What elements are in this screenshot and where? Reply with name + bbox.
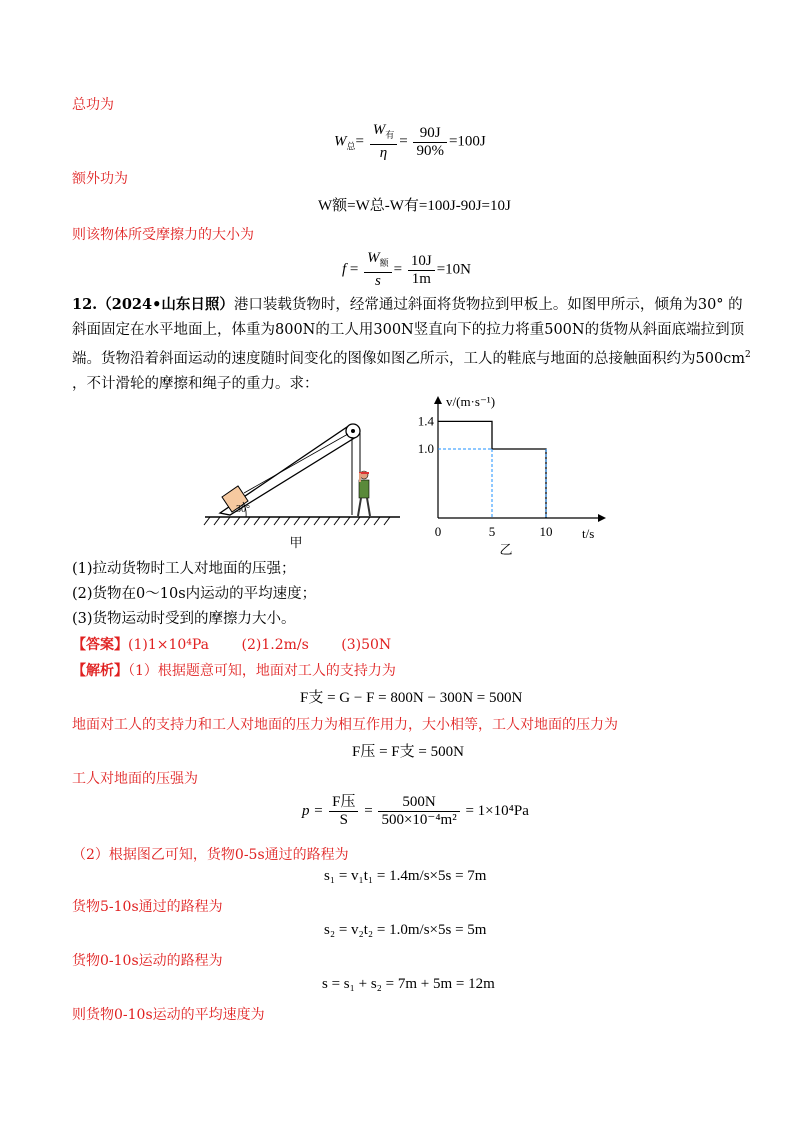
- equation-distance-2: s₂ = v₂t₂ = 1.0m/s×5s = 5m: [324, 922, 487, 938]
- analysis-line-5: 货物5-10s通过的路程为: [72, 899, 223, 915]
- equation-extra-work: W额=W总-W有=100J-90J=10J: [318, 198, 511, 214]
- figure-yi-vt-graph: [410, 392, 610, 557]
- angle-label: 30°: [236, 504, 250, 515]
- analysis-line-7: 则货物0-10s运动的平均速度为: [72, 1007, 265, 1023]
- figure-jia-incline: [200, 415, 410, 555]
- y-tick-label: 1.4: [417, 413, 434, 429]
- question-12: 12.（2024•山东日照）港口装载货物时，经常通过斜面将货物拉到甲板上。如图甲所示，倾角为30° 的 斜面固定在水平地面上，体重为800N的工人用300N竖直向下的拉力将重500N的货物从斜面底端拉到顶 端。货物沿着斜面运动的速度随时间变化的图像如图乙所示，工人的鞋底与地面的总接触面积约为$500cm^2$ ，不计滑轮的摩擦和绳子的重力。求：: [72, 296, 751, 392]
- x-tick-label: 5: [488, 524, 496, 539]
- caption-jia: 甲: [289, 535, 303, 550]
- answer-line: 【答案】(1)1×10⁴Pa (2)1.2m/s (3)50N: [72, 637, 392, 653]
- analysis-line-6: 货物0-10s运动的路程为: [72, 953, 223, 969]
- label-total-work: 总功为: [72, 97, 114, 113]
- sub-question-2: (2)货物在0～10s内运动的平均速度；: [72, 586, 317, 602]
- analysis-line-4: （2）根据图乙可知，货物0-5s通过的路程为: [72, 847, 349, 863]
- equation-support-force: F支 = G − F = 800N − 300N = 500N: [300, 690, 523, 706]
- equation-total-work: $W_总=$ $\frac{W_有}{\eta}$ = $\frac{90J}{90\%}$ =100J: [334, 122, 486, 161]
- sub-question-3: (3)货物运动时受到的摩擦力大小。: [72, 611, 296, 627]
- x-axis-arrow: [598, 514, 606, 522]
- sub-question-1: (1)拉动货物时工人对地面的压强；: [72, 561, 296, 577]
- y-axis-arrow: [434, 396, 442, 404]
- x-axis-label: t/s: [582, 526, 595, 541]
- equation-friction: f = $\frac{W_额}{s}$ = $\frac{10J}{1m}$ =10N: [342, 250, 472, 289]
- y-axis-label: v/(m·s⁻¹): [446, 394, 496, 409]
- x-tick-label: 0: [434, 524, 442, 539]
- label-friction: 则该物体所受摩擦力的大小为: [72, 227, 254, 243]
- sub-questions: [72, 557, 316, 632]
- analysis-line-2: 地面对工人的支持力和工人对地面的压力为相互作用力，大小相等，工人对地面的压力为: [72, 717, 618, 733]
- equation-pressure: p = $\frac{\text{F压}}{S}$ = $\frac{500N}{\text{500×10⁻⁴m²}}$ = 1×10⁴Pa: [302, 794, 529, 828]
- x-tick-label: 10: [539, 524, 553, 539]
- y-tick-label: 1.0: [417, 441, 434, 456]
- equation-distance-total: s = s₁ + s₂ = 7m + 5m = 12m: [322, 976, 495, 992]
- analysis-line-3: 工人对地面的压强为: [72, 771, 198, 787]
- equation-distance-1: s₁ = v₁t₁ = 1.4m/s×5s = 7m: [324, 868, 487, 884]
- label-extra-work: 额外功为: [72, 171, 128, 187]
- equation-pressure-force: F压 = F支 = 500N: [352, 744, 464, 760]
- analysis-line-1: 【解析】（1）根据题意可知，地面对工人的支持力为: [72, 663, 396, 679]
- caption-yi: 乙: [499, 542, 513, 557]
